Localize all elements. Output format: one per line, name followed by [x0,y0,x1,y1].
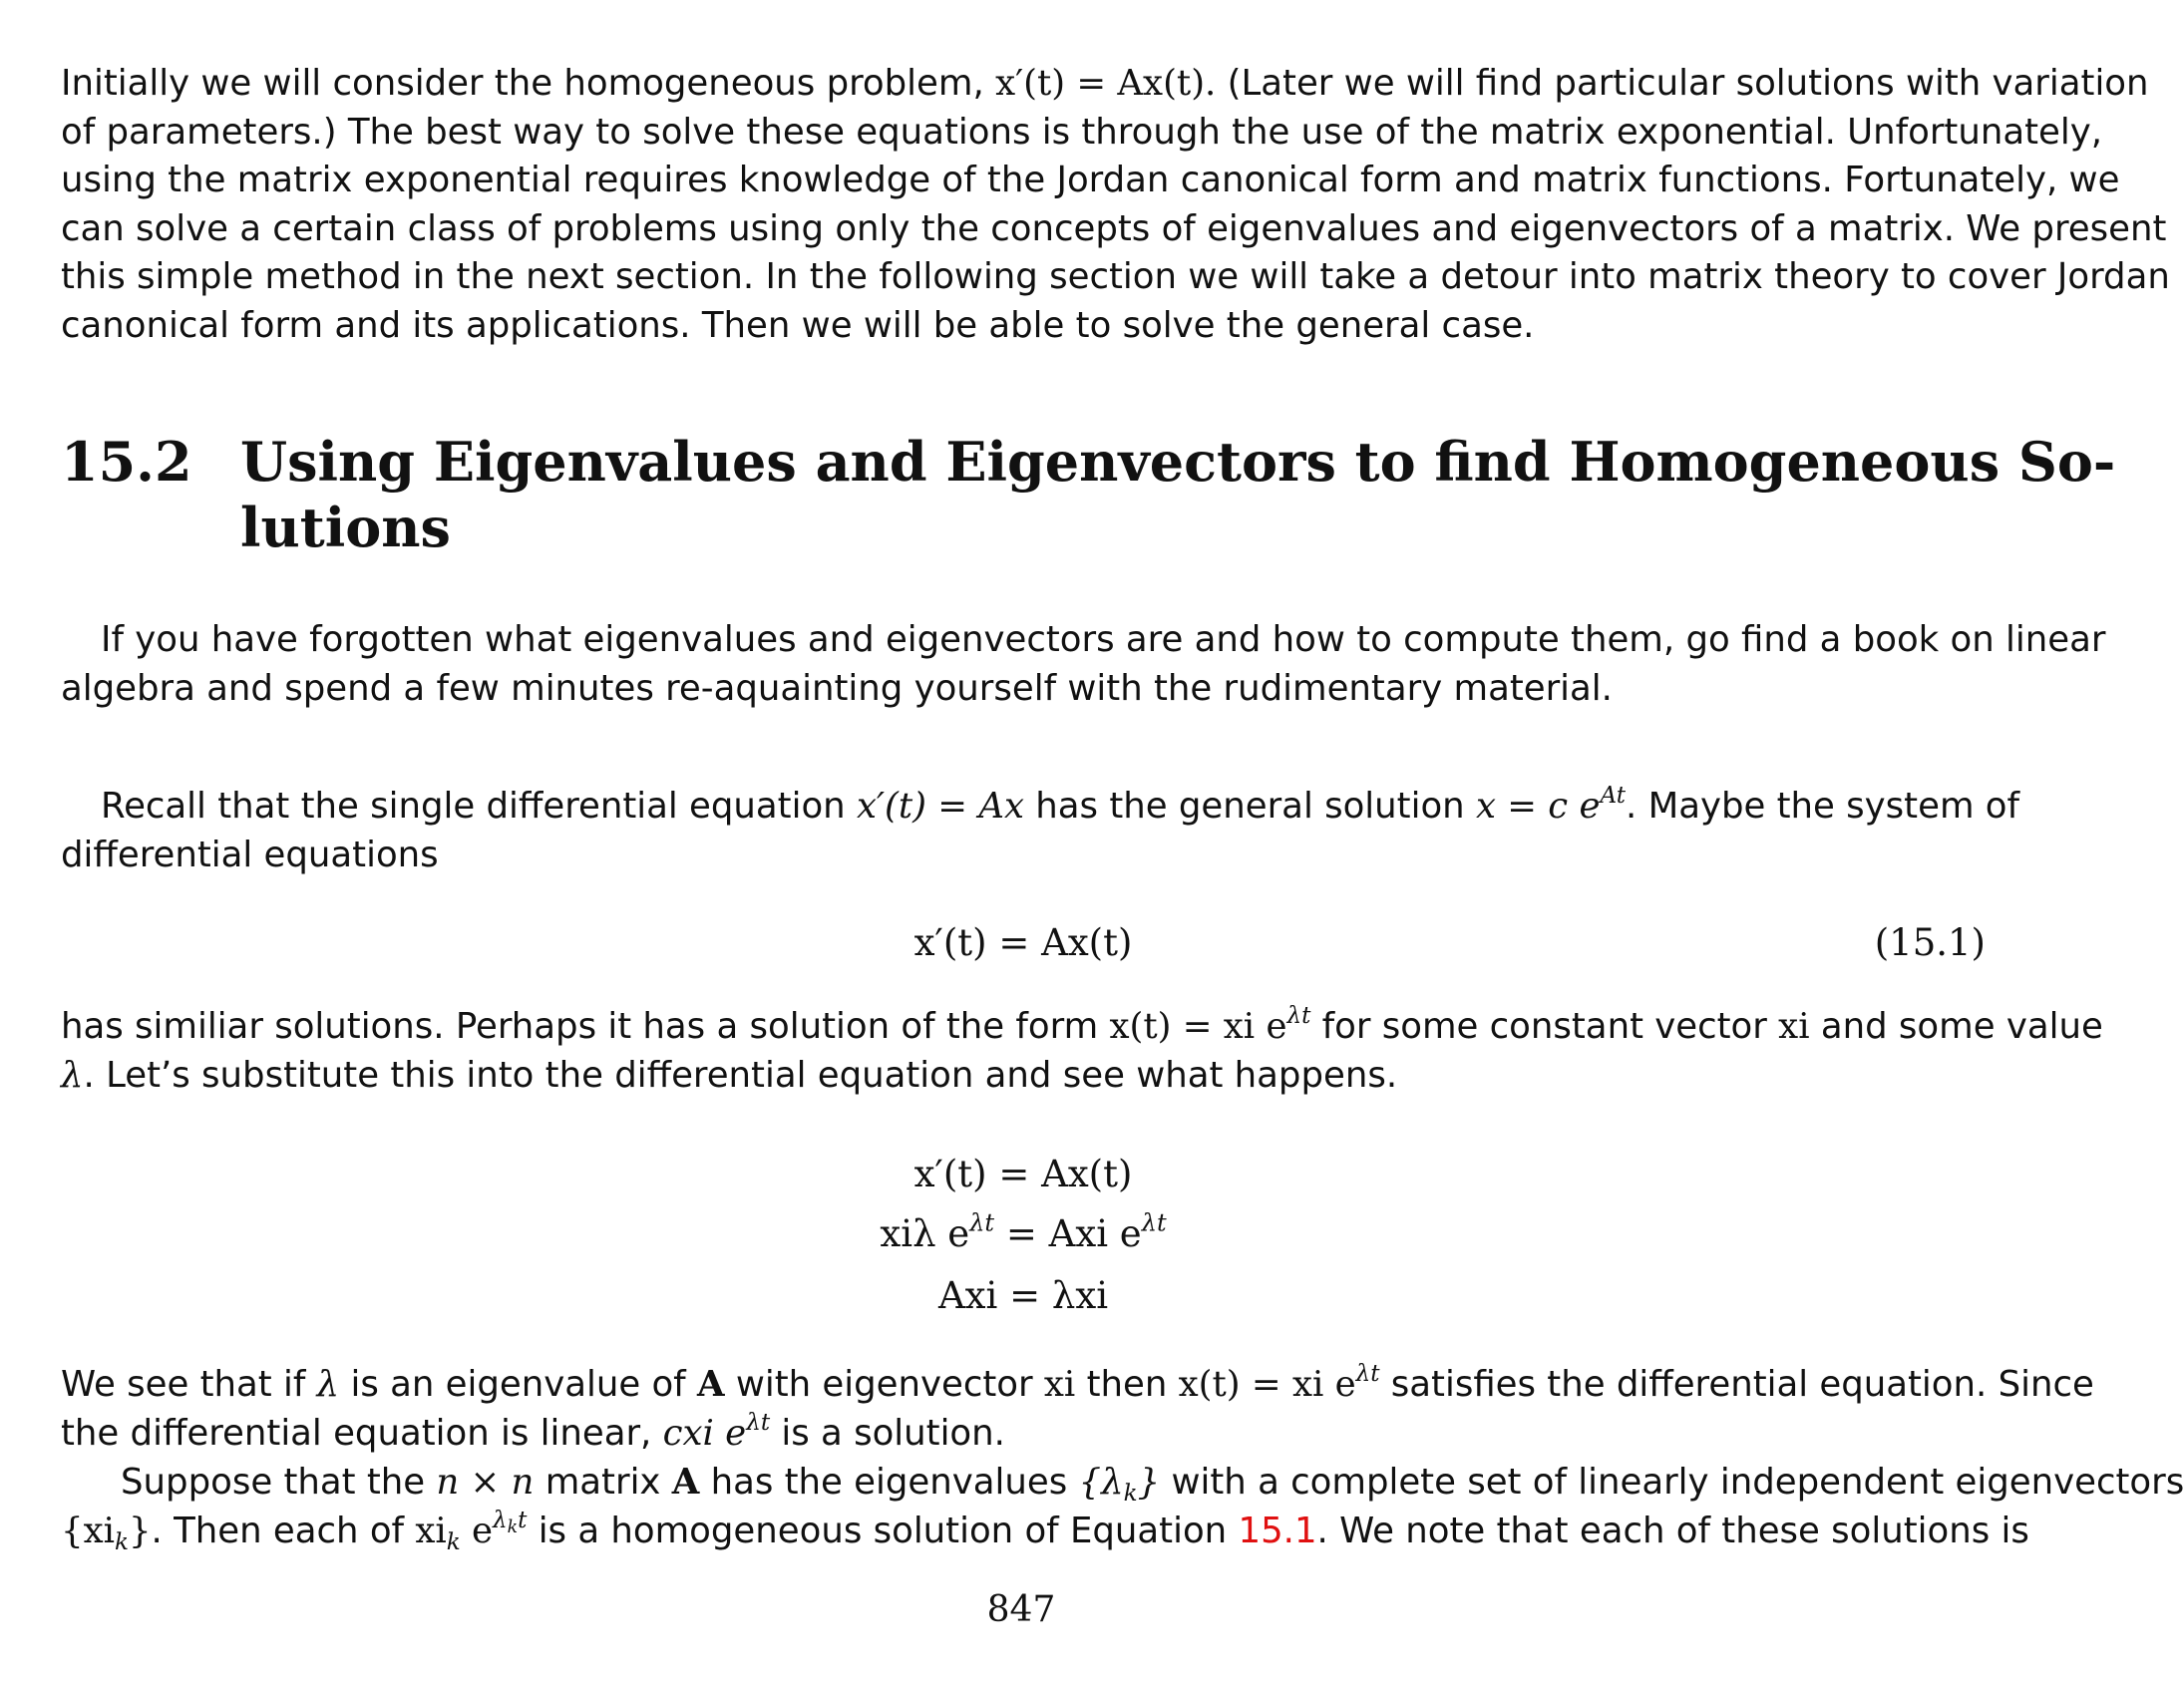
inline-equation [662,1409,771,1454]
intro-line-4: can solve a certain class of problems using only the concepts of eigenvalues and eigenvectors of a matrix. We present [61,207,2167,249]
exponent-lambda: λ [493,1507,508,1533]
suppose-text: has the eigenvalues [710,1462,1068,1503]
inline-equation: x′(t) = Ax [856,786,1024,827]
derivation-eq-2-lhs: xiλ e [880,1212,970,1255]
equation-base: x(t) = xi e [1109,1006,1287,1047]
see-text: We see that if [61,1364,306,1405]
equation-exponent: λt [1355,1361,1380,1388]
suppose-line-2 [61,1507,2029,1556]
intro-line-6: canonical form and its applications. Then we will be able to solve the general case. [61,304,1535,346]
equation-exponent: λt [746,1409,771,1436]
inline-equation [415,1507,528,1555]
similar-paragraph [61,1003,2103,1100]
inline-equation [1475,783,2020,827]
see-text: then [1086,1364,1168,1405]
equation-exponent: λt [1286,1003,1311,1030]
set-subscript: k [1123,1480,1138,1507]
matrix-symbol: A [671,1462,700,1503]
equation-15-1 [61,917,1986,969]
see-text: is an eigenvalue of [350,1364,686,1405]
see-text: is a solution. [781,1412,1005,1454]
see-line-2 [61,1410,1986,1459]
intro-paragraph [61,60,2170,350]
similar-text: and some value [1820,1006,2103,1047]
recall-text: has the general solution [1035,786,1465,827]
vector-symbol: xi [1043,1364,1076,1405]
forgotten-paragraph [61,616,2106,713]
recall-line-2: differential equations [61,834,439,875]
equation-number: (15.1) [1874,921,1986,964]
derivation-line-2 [61,1208,1986,1260]
suppose-text: . Then each of [151,1510,405,1551]
similar-line-1 [61,1003,2103,1052]
see-text: satisfies the differential equation. Since [1390,1364,2094,1405]
derivation-eq-2 [880,1208,1167,1255]
equation-subscript: k [446,1528,461,1555]
derivation-eq-3: Axi = λxi [937,1274,1109,1317]
equation-exponent [493,1507,528,1537]
suppose-text: with a complete set of linearly independent eigenvectors [1171,1462,2184,1503]
eigenvector-set [61,1510,152,1555]
inline-equation [1178,1361,1380,1405]
derivation-line-3 [61,1270,1986,1322]
lambda-symbol: λ [61,1054,84,1096]
section-title-line-1: Using Eigenvalues and Eigenvectors to find Homogeneous So- [240,430,2116,494]
line-lead [61,1510,405,1555]
see-line-1 [61,1361,2094,1410]
derivation-eq-2-rhs: = Axi e [994,1212,1142,1255]
equation-base: xi [415,1510,447,1551]
line-tail [1238,1511,2028,1551]
similar-text: . Let’s substitute this into the differential equation and see what happens. [83,1054,1398,1096]
section-number: 15.2 [61,430,192,494]
set-open: {xi [61,1510,115,1551]
intro-line-5: this simple method in the next section. In the following section we will take a detour into matrix theory to cover Jordan [61,256,2170,297]
matrix-symbol: A [696,1364,725,1405]
equation-base: cxi e [662,1412,747,1454]
page-number: 847 [986,1589,1056,1630]
similar-text: for some constant vector [1321,1006,1767,1047]
set-subscript: k [114,1528,129,1555]
inline-equation: x′(t) = Ax(t). [995,63,1217,104]
section-title [240,429,2116,560]
intro-text: (Later we will find particular solutions with variation [1227,63,2149,104]
set-close: } [128,1510,152,1551]
inline-equation: xi [1778,1006,1810,1047]
equation-reference-link[interactable]: 15.1 [1238,1510,1317,1551]
lambda-symbol: λ [316,1364,340,1405]
equation-exp-base: e [460,1510,493,1551]
exponent-t: t [518,1507,528,1533]
suppose-text: Suppose that the [121,1462,426,1503]
intro-line-2: of parameters.) The best way to solve these equations is through the use of the matrix exponential. Unfortunately, [61,111,2103,153]
suppose-text: . We note that each of these solutions is [1316,1510,2029,1551]
inline-equation: n × n [436,1462,535,1503]
eigenvalue-set [1078,1462,1161,1507]
suppose-text: is a homogeneous solution of Equation [538,1510,1228,1551]
inline-equation [1109,1003,1311,1047]
see-text: with eigenvector [735,1364,1033,1405]
derivation-line-1 [61,1149,1986,1200]
equation-body: x′(t) = Ax(t) [913,921,1133,964]
suppose-text: matrix [545,1462,661,1503]
recall-line-1 [61,783,2020,832]
see-paragraph [61,1361,2094,1458]
equation-exponent: At [1600,783,1627,810]
intro-text: Initially we will consider the homogeneous problem, [61,63,984,104]
equation-exponent: λt [1141,1208,1167,1237]
similar-line-2 [61,1052,1986,1101]
recall-paragraph [61,783,2020,879]
intro-line-3: using the matrix exponential requires knowledge of the Jordan canonical form and matrix functions. Fortunately, we [61,160,2120,200]
section-title-line-2: lutions [240,496,451,559]
see-text: the differential equation is linear, [61,1412,652,1454]
similar-text: has similiar solutions. Perhaps it has a solution of the form [61,1006,1099,1047]
recall-text: . Maybe the system of [1626,786,2020,827]
suppose-line-1 [61,1459,2184,1508]
forgotten-line-2: algebra and spend a few minutes re-aquainting yourself with the rudimentary material. [61,667,1613,709]
intro-line-1 [61,60,2149,109]
forgotten-line-1: If you have forgotten what eigenvalues and eigenvectors are and how to compute them, go find a book on linear [101,619,2106,660]
equation-base: x(t) = xi e [1178,1364,1356,1405]
set-open: {λ [1078,1462,1124,1503]
exponent-subscript: k [507,1516,519,1537]
derivation-eq-1: x′(t) = Ax(t) [913,1153,1133,1195]
suppose-paragraph [61,1459,2184,1555]
equation-exponent: λt [969,1208,995,1237]
recall-text: Recall that the single differential equation [101,786,846,827]
set-close: } [1137,1462,1161,1503]
equation-base: x = c e [1475,786,1601,827]
